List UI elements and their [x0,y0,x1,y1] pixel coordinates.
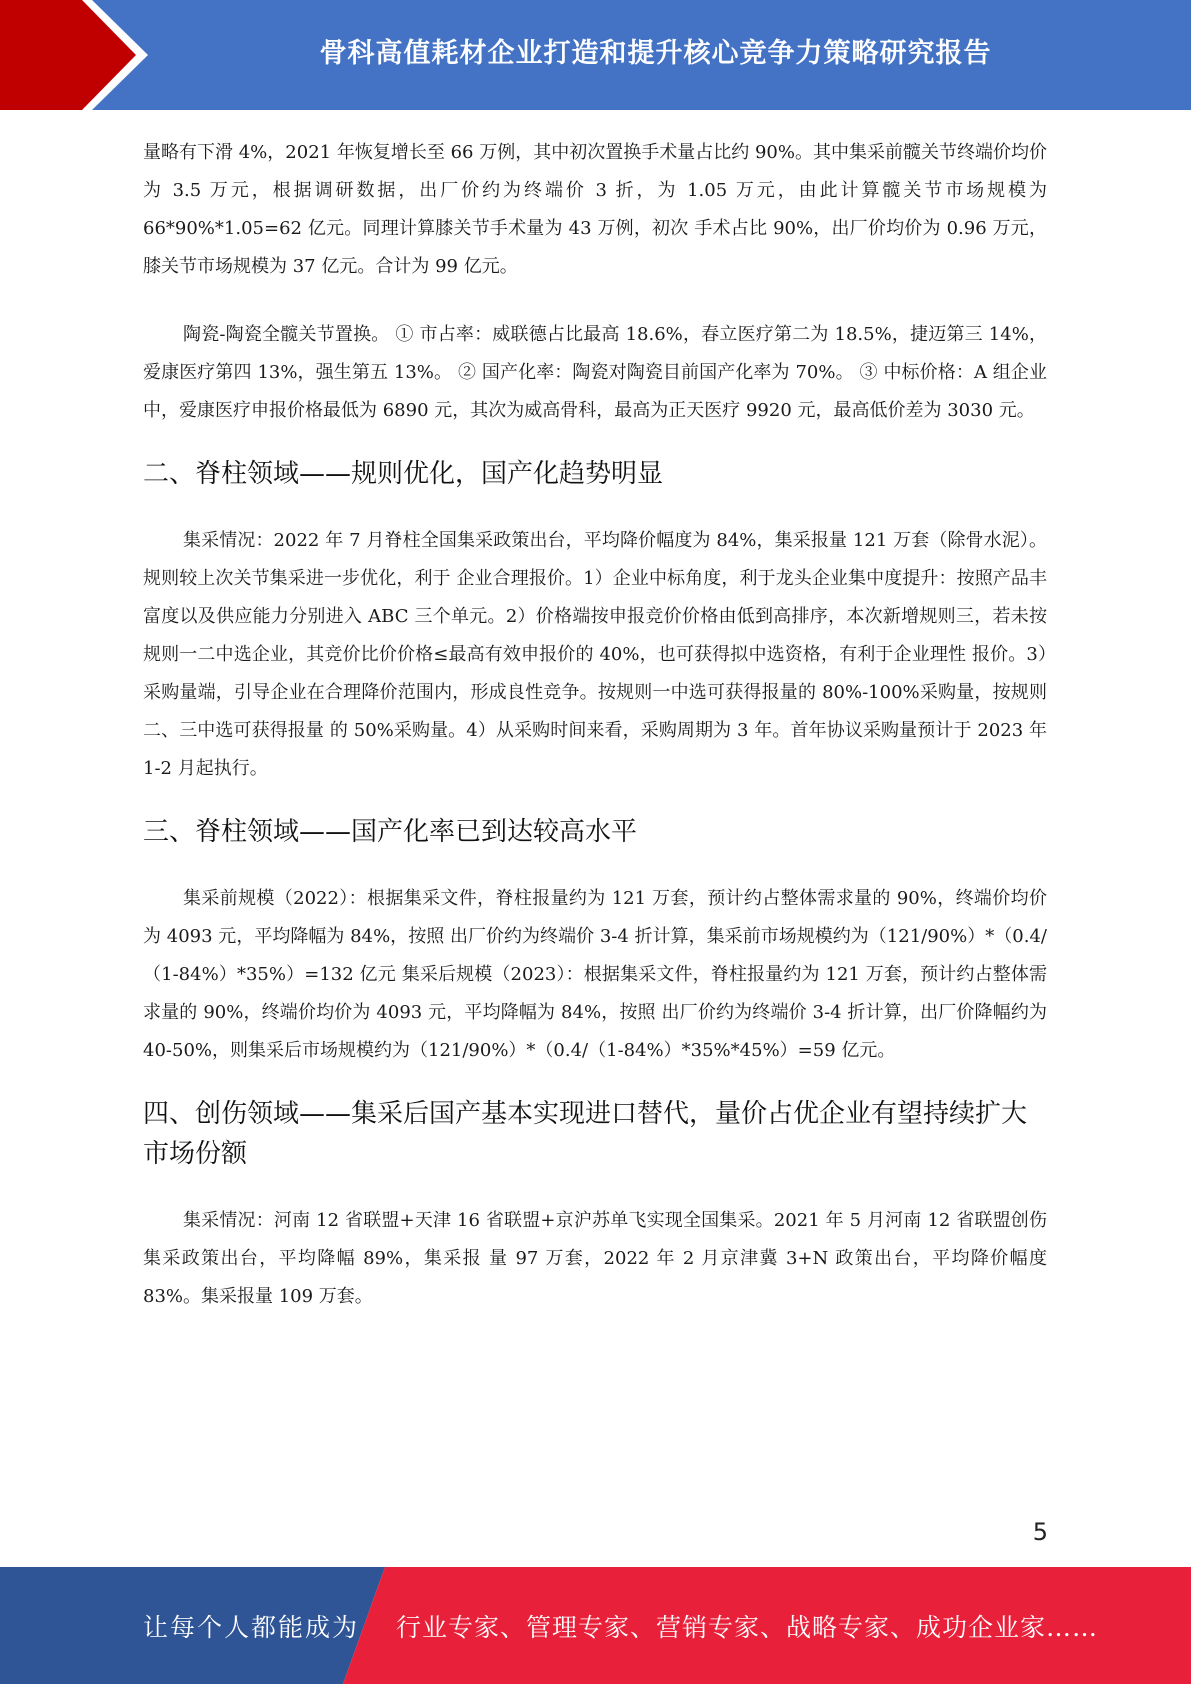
document-body [143,134,1047,1316]
paragraph-hip-knee-market: 量略有下滑 4%，2021 年恢复增长至 66 万例，其中初次置换手术量占比约 90%。其中集采前髋关节终端价均价为 3.5 万元，根据调研数据，出厂价约为终端价 3 折，为 1.05 万元，由此计算髋关节市场规模为 66*90%*1.05=62 亿元。同理计算膝关节手术量为 43 万例，初次 手术占比 90%，出厂价均价为 0.96 万元，膝关节市场规模为 37 亿元。合计为 99 亿元。 [143,142,1047,277]
paragraph-ceramic-hip: 陶瓷-陶瓷全髋关节置换。 ① 市占率：威联德占比最高 18.6%，春立医疗第二为 18.5%，捷迈第三 14%，爱康医疗第四 13%，强生第五 13%。 ② 国产化率：陶瓷对陶瓷目前国产化率为 70%。 ③ 中标价格：A 组企业中，爱康医疗申报价格最低为 6890 元，其次为威高骨科，最高为正天医疗 9920 元，最高低价差为 3030 元。 [143,324,1047,421]
report-title: 骨科高值耗材企业打造和提升核心竞争力策略研究报告 [319,37,992,69]
section-heading-trauma: 四、创伤领域——集采后国产基本实现进口替代，量价占优企业有望持续扩大市场份额 [143,1099,1028,1169]
section-heading-spine-localization: 三、脊柱领域——国产化率已到达较高水平 [143,817,638,847]
footer-slogan-right: 行业专家、管理专家、营销专家、战略专家、成功企业家…… [396,1612,1099,1642]
page-number: 5 [1032,1518,1048,1546]
paragraph-spine-market-size: 集采前规模（2022）：根据集采文件，脊柱报量约为 121 万套，预计约占整体需求量的 90%，终端价均价为 4093 元，平均降幅为 84%，按照 出厂价约为终端价 3-4 折计算，集采前市场规模约为（121/90%）*（0.4/（1-84%）*35%）=132 亿元 集采后规模（2023）：根据集采文件，脊柱报量约为 121 万套，预计约占整体需求量的 90%，终端价均价为 4093 元，平均降幅为 84%，按照 出厂价约为终端价 3-4 折计算，出厂价降幅约为 40-50%，则集采后市场规模约为（121/90%）*（0.4/（1-84%）*35%*45%）=59 亿元。 [143,888,1047,1061]
footer-slogan-left: 让每个人都能成为 [143,1612,360,1642]
paragraph-trauma-procurement: 集采情况：河南 12 省联盟+天津 16 省联盟+京沪苏单飞实现全国集采。2021 年 5 月河南 12 省联盟创伤集采政策出台，平均降幅 89%，集采报 量 97 万套，2022 年 2 月京津冀 3+N 政策出台，平均降价幅度 83%。集采报量 109 万套。 [143,1210,1047,1307]
section-heading-spine-rules: 二、脊柱领域——规则优化，国产化趋势明显 [143,459,664,489]
page-footer [0,1567,1191,1684]
chevron-arrow-icon [0,0,160,110]
page-header [0,0,1191,110]
paragraph-spine-procurement: 集采情况：2022 年 7 月脊柱全国集采政策出台，平均降价幅度为 84%，集采报量 121 万套（除骨水泥）。规则较上次关节集采进一步优化，利于 企业合理报价。1）企业中标角度，利于龙头企业集中度提升：按照产品丰富度以及供应能力分别进入 ABC 三个单元。2）价格端按申报竞价价格由低到高排序，本次新增规则三，若未按规则一二中选企业，其竞价比价价格≤最高有效申报价的 40%，也可获得拟中选资格，有利于企业理性 报价。3）采购量端，引导企业在合理降价范围内，形成良性竞争。按规则一中选可获得报量的 80%-100%采购量，按规则二、三中选可获得报量 的 50%采购量。4）从采购时间来看，采购周期为 3 年。首年协议采购量预计于 2023 年 1-2 月起执行。 [143,530,1047,779]
